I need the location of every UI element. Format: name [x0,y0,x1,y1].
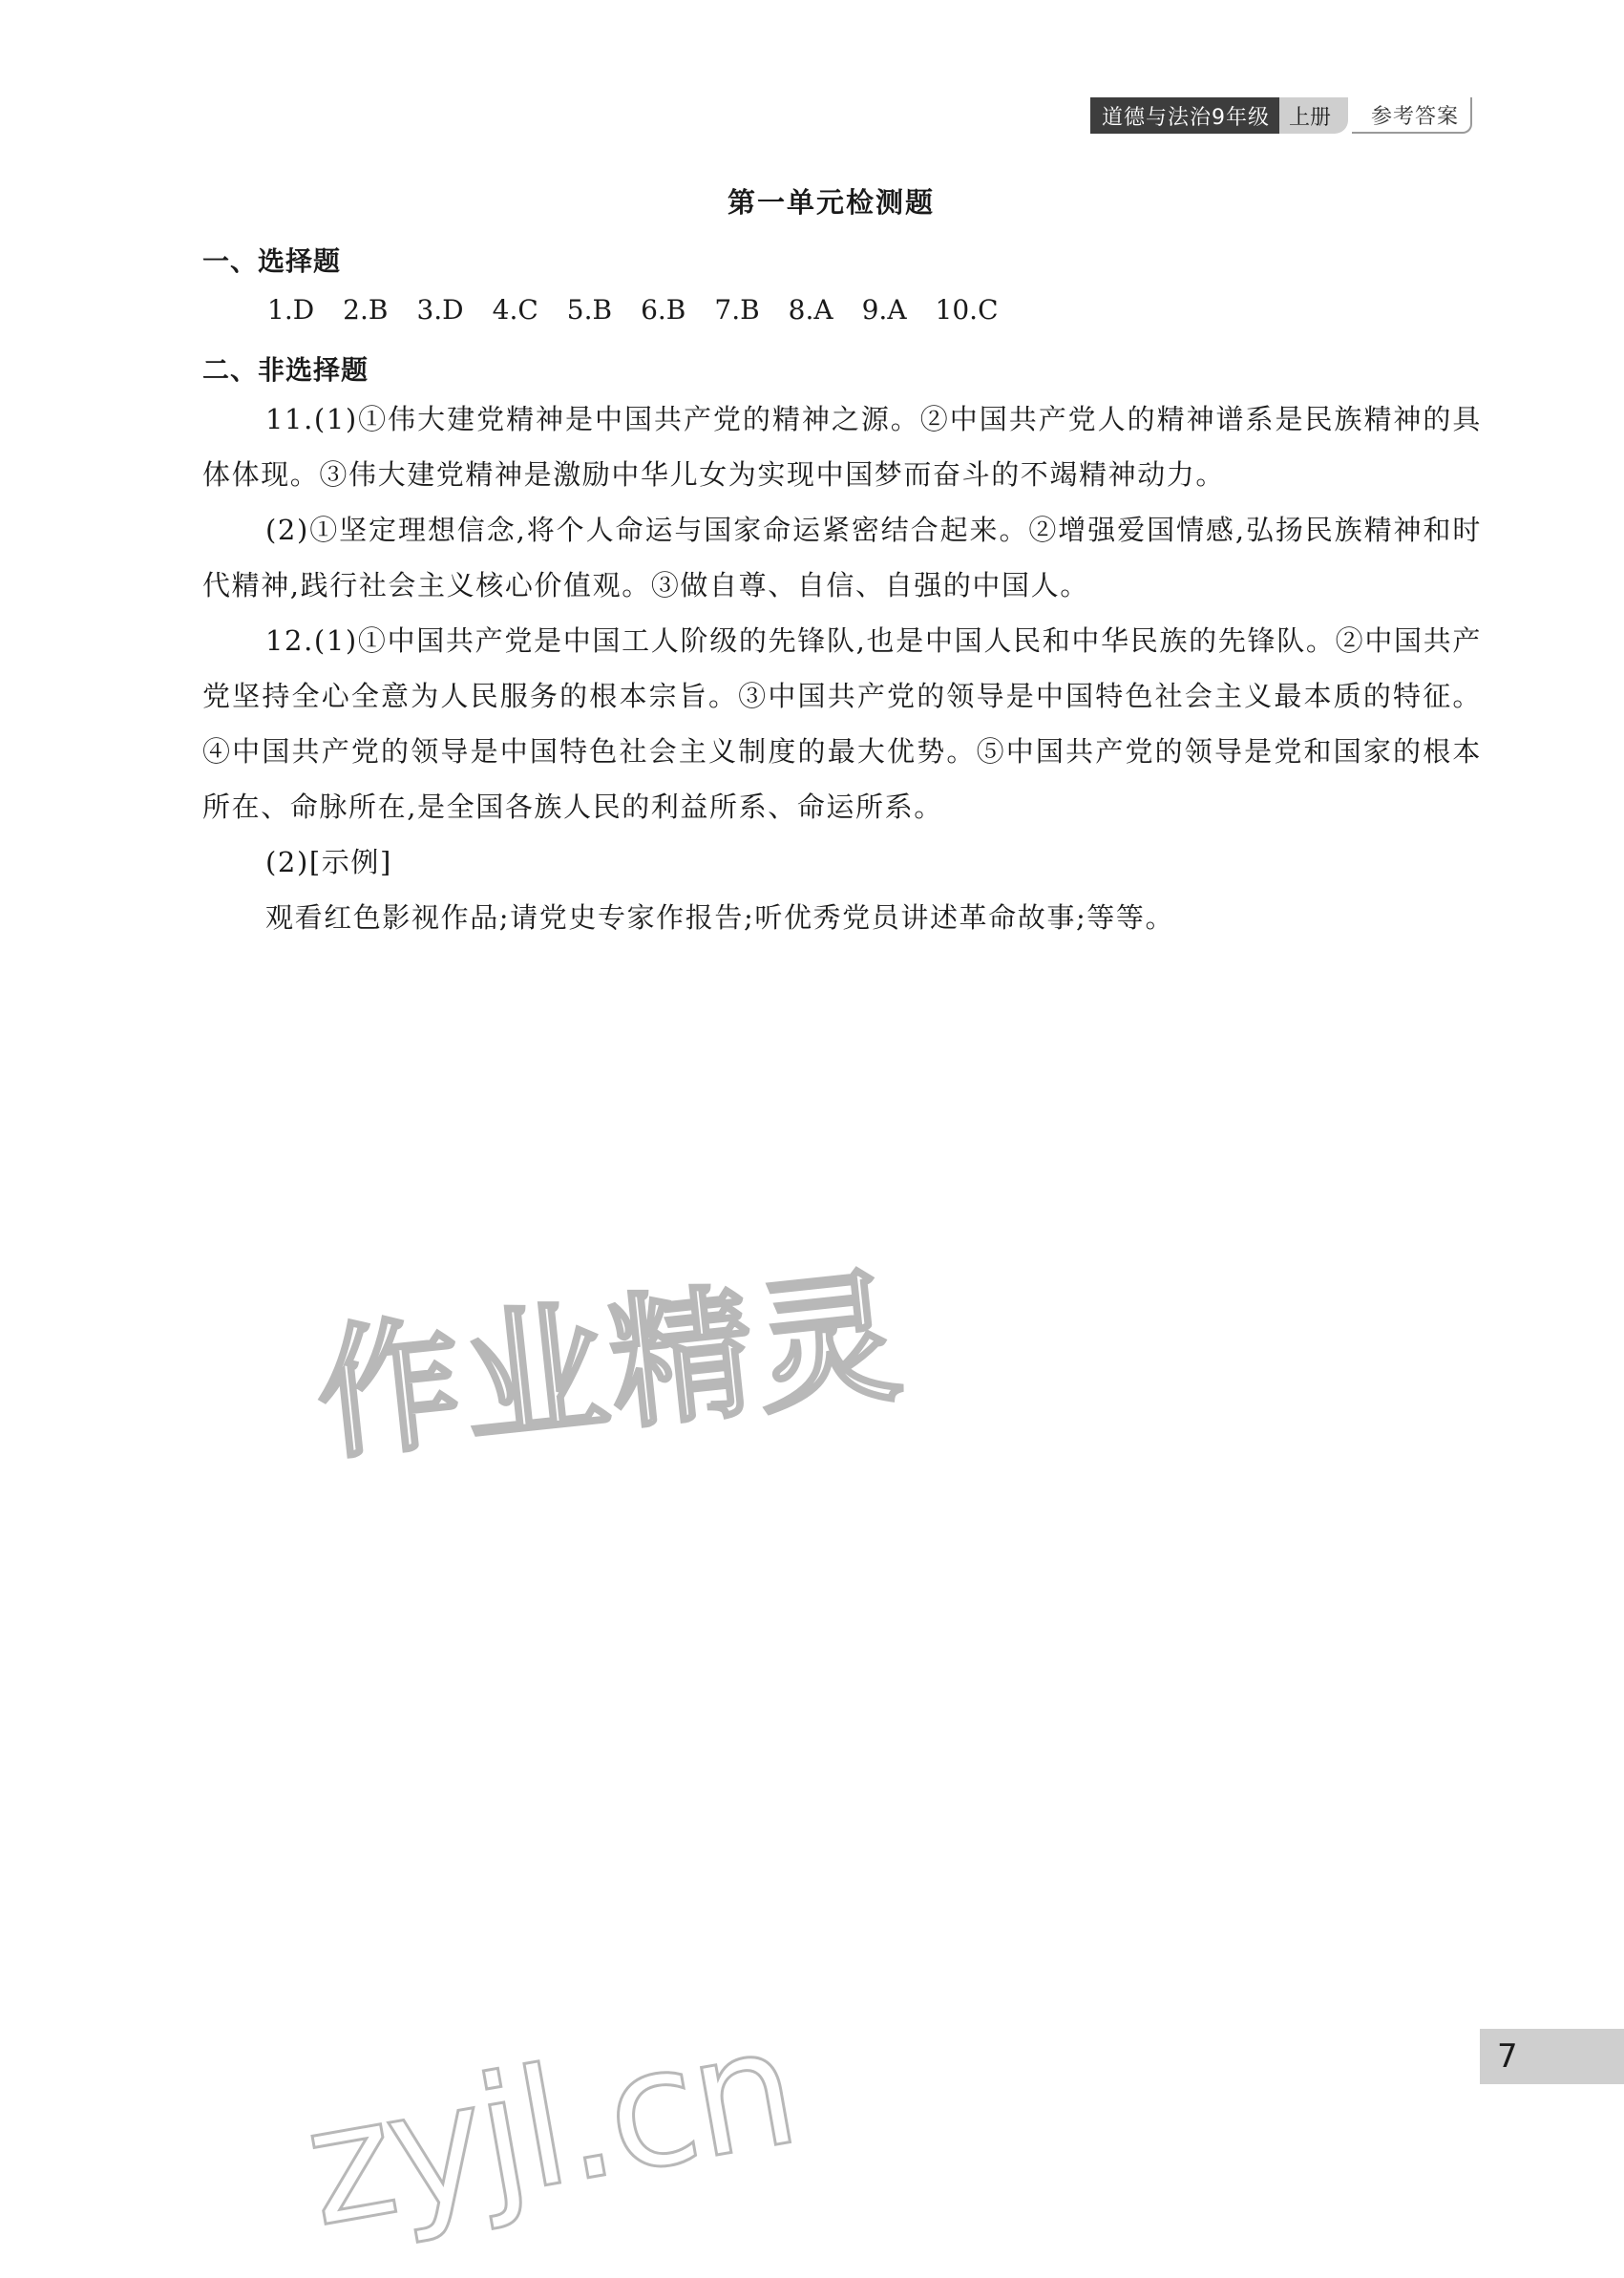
answer-q12-part2-label: (2)[示例] [265,846,392,878]
page-title: 第一单元检测题 [727,186,935,219]
mc-answer: 8.A [788,294,833,326]
multiple-choice-answers [267,294,999,326]
mc-answer: 5.B [566,294,613,326]
mc-answer: 9.A [861,294,907,326]
mc-answer: 6.B [641,294,686,326]
header-volume: 上册 [1279,97,1348,134]
header-answer-label: 参考答案 [1352,97,1472,134]
answer-q12-part1: 12.(1)①中国共产党是中国工人阶级的先锋队,也是中国人民和中华民族的先锋队。②中国共产党坚持全心全意为人民服务的根本宗旨。③中国共产党的领导是中国特色社会主义最本质的特征。④中国共产党的领导是中国特色社会主义制度的最大优势。⑤中国共产党的领导是党和国家的根本所在、命脉所在,是全国各族人民的利益所系、命运所系。 [202,624,1482,823]
mc-answer: 7.B [714,294,760,326]
header-tag [1090,97,1472,134]
mc-answer: 3.D [416,294,464,326]
watermark-text: 作业精灵 [309,1254,912,1481]
page-number [1480,2029,1624,2084]
section-heading-nonchoice: 二、非选择题 [202,354,369,386]
answer-q11-part1: 11.(1)①伟大建党精神是中国共产党的精神之源。②中国共产党人的精神谱系是民族精神的具体体现。③伟大建党精神是激励中华儿女为实现中国梦而奋斗的不竭精神动力。 [202,403,1482,491]
answer-q11-part2: (2)①坚定理想信念,将个人命运与国家命运紧密结合起来。②增强爱国情感,弘扬民族精神和时代精神,践行社会主义核心价值观。③做自尊、自信、自强的中国人。 [202,514,1482,601]
mc-answer: 4.C [492,294,538,326]
header-subject: 道德与法治9年级 [1090,97,1279,134]
mc-answer: 10.C [935,294,999,326]
mc-answer: 1.D [267,294,315,326]
answer-q12-part2-text: 观看红色影视作品;请党史专家作报告;听优秀党员讲述革命故事;等等。 [265,901,1175,934]
mc-answer: 2.B [343,294,389,326]
watermark-url: zyjl.cn [292,1993,807,2264]
section-heading-choice: 一、选择题 [202,245,342,277]
page-number-text: 7 [1497,2037,1518,2076]
